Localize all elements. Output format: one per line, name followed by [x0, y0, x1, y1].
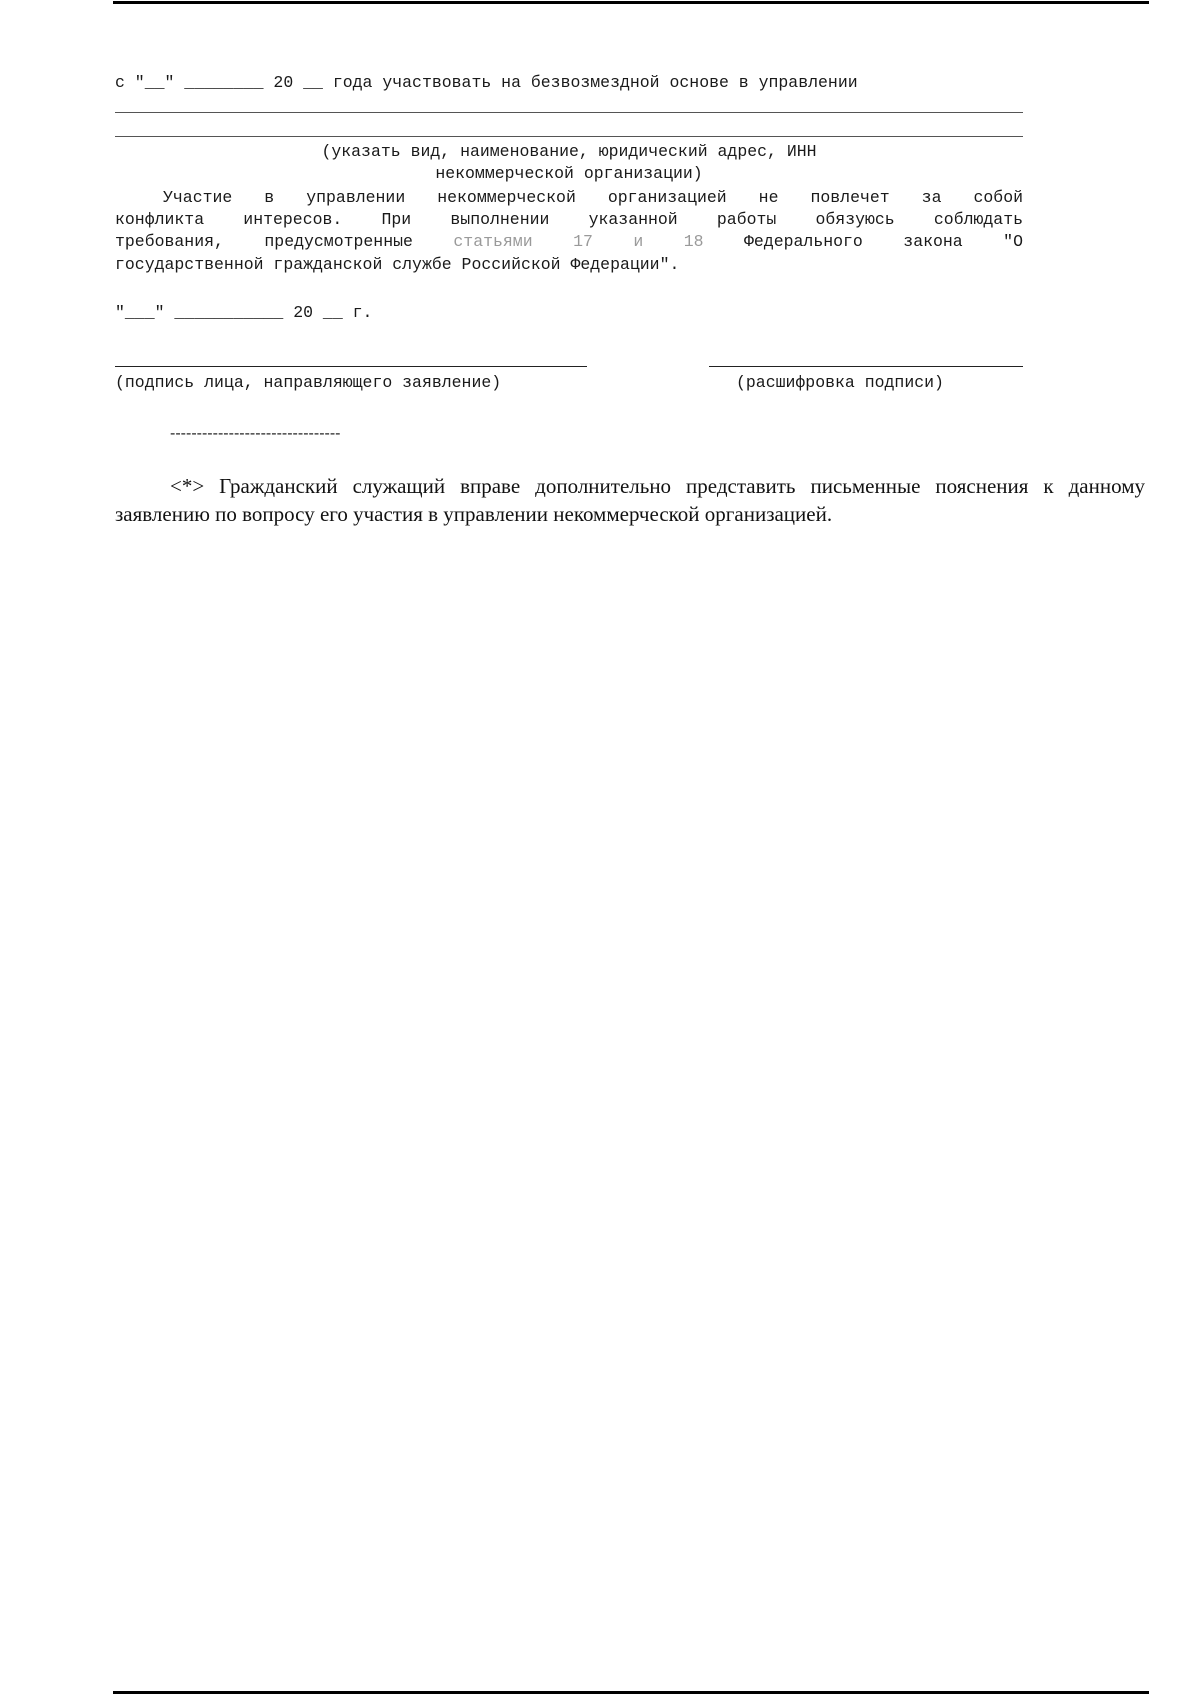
- org-blank-line-2: [115, 136, 1023, 137]
- date-line: "___" ___________ 20 __ г.: [115, 303, 373, 322]
- org-blank-line-1: [115, 112, 1023, 113]
- body-line-3-prefix: требования, предусмотренные: [115, 232, 454, 251]
- body-line-2: конфликта интересов. При выполнении указанной работы обязуюсь соблюдать: [115, 210, 1023, 229]
- opening-line: с "__" ________ 20 __ года участвовать на безвозмездной основе в управлении: [115, 73, 858, 92]
- page-top-rule: [113, 1, 1149, 4]
- body-line-1: Участие в управлении некоммерческой организацией не повлечет за собой: [163, 188, 1023, 207]
- law-articles-link[interactable]: статьями 17 и 18: [453, 232, 704, 251]
- footnote-separator: --------------------------------: [170, 425, 341, 442]
- org-hint-line-2: некоммерческой организации): [435, 164, 703, 183]
- footnote-text: <*> Гражданский служащий вправе дополнительно представить письменные пояснения к данному заявлению по вопросу его участия в управлении некоммерческой организацией.: [115, 474, 1145, 526]
- signature-label: (подпись лица, направляющего заявление): [115, 373, 502, 392]
- signature-decode-label: (расшифровка подписи): [736, 373, 944, 392]
- body-line-4: государственной гражданской службе Российской Федерации".: [115, 255, 680, 274]
- org-hint-line-1: (указать вид, наименование, юридический адрес, ИНН: [321, 142, 817, 161]
- body-line-3: [115, 231, 1023, 253]
- body-line-3-suffix: Федерального закона "О: [703, 232, 1023, 251]
- page-bottom-rule: [113, 1691, 1149, 1694]
- signature-line: [115, 366, 587, 367]
- signature-decode-line: [709, 366, 1023, 367]
